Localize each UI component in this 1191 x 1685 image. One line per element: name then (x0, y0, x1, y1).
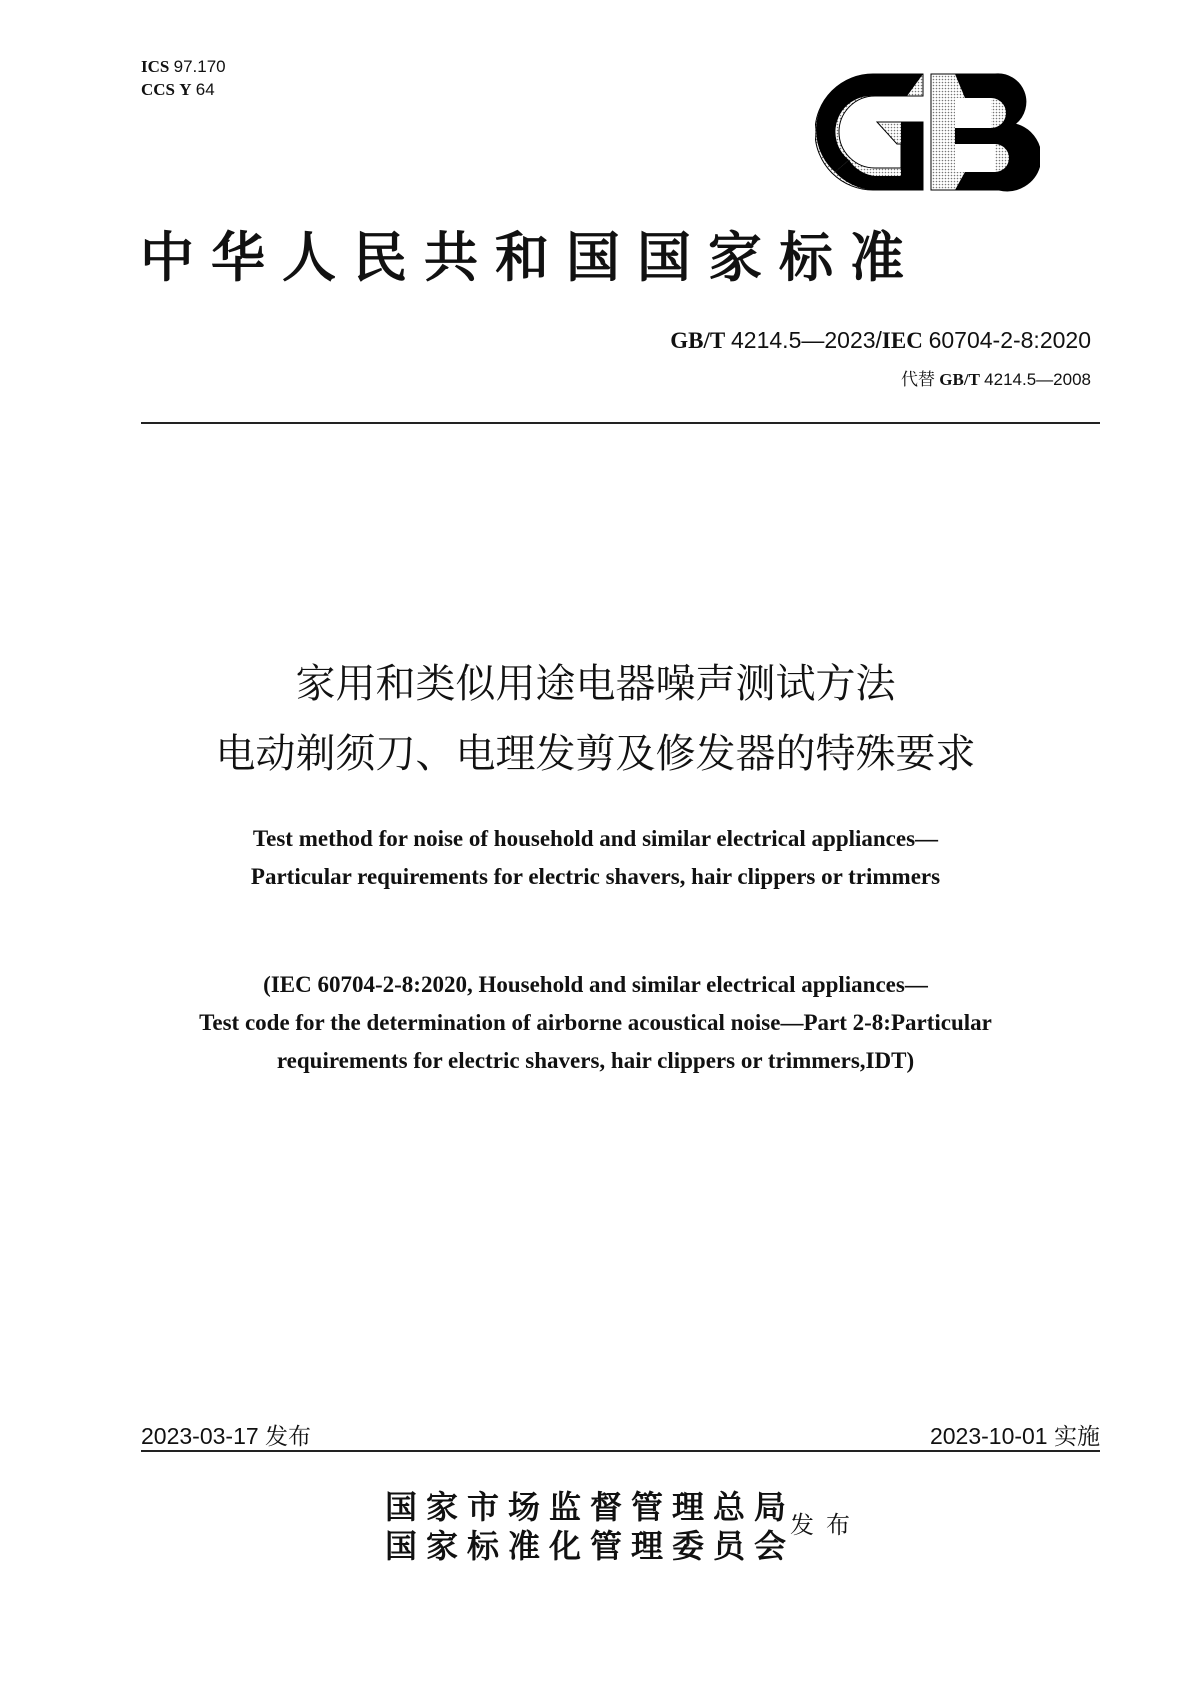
iec-prefix: IEC (881, 328, 923, 353)
gb-standard-logo-icon (815, 72, 1040, 192)
english-title-line2: Particular requirements for electric shavers, hair clippers or trimmers (250, 864, 941, 889)
ics-value: 97.170 (173, 57, 226, 76)
iec-reference-line3: requirements for electric shavers, hair clippers or trimmers,IDT) (276, 1048, 915, 1073)
chinese-title-line1: 家用和类似用途电器噪声测试方法 (295, 661, 896, 707)
national-standard-title: 中华人民共和国国家标准 (140, 225, 921, 289)
issued-label: 发布 (790, 1511, 862, 1539)
standard-prefix: GB/T (670, 328, 726, 353)
top-divider (141, 422, 1100, 424)
iec-reference-line1: (IEC 60704-2-8:2020, Household and similar electrical appliances— (263, 972, 928, 997)
ccs-letter: Y (179, 80, 192, 99)
classification-codes (141, 55, 226, 101)
implementation-date: 2023-10-01 实施 (929, 1423, 1100, 1449)
replaces-prefix: GB/T (939, 370, 980, 389)
ccs-code (141, 78, 226, 101)
chinese-title-line2: 电动剃须刀、电理发剪及修发器的特殊要求 (215, 731, 976, 777)
replaces-standard (901, 365, 1091, 390)
ccs-label: CCS (141, 80, 176, 99)
bottom-divider (141, 1450, 1100, 1452)
ics-label: ICS (141, 57, 170, 76)
replaces-label: 代替 (901, 370, 936, 389)
iec-reference-line2: Test code for the determination of airborne acoustical noise—Part 2-8:Particular (199, 1010, 992, 1035)
standard-number (670, 327, 1091, 354)
standard-number-value: 4214.5—2023/ (731, 327, 882, 353)
replaces-number: 4214.5—2008 (984, 370, 1091, 389)
issue-date: 2023-03-17 发布 (141, 1423, 312, 1449)
issuer-sac: 国家标准化管理委员会 (385, 1527, 796, 1565)
ccs-value: 64 (195, 80, 215, 99)
issuer-samr: 国家市场监督管理总局 (385, 1488, 796, 1526)
english-title-line1: Test method for noise of household and similar electrical appliances— (252, 826, 939, 851)
iec-number: 60704-2-8:2020 (928, 327, 1091, 353)
ics-code (141, 55, 226, 78)
